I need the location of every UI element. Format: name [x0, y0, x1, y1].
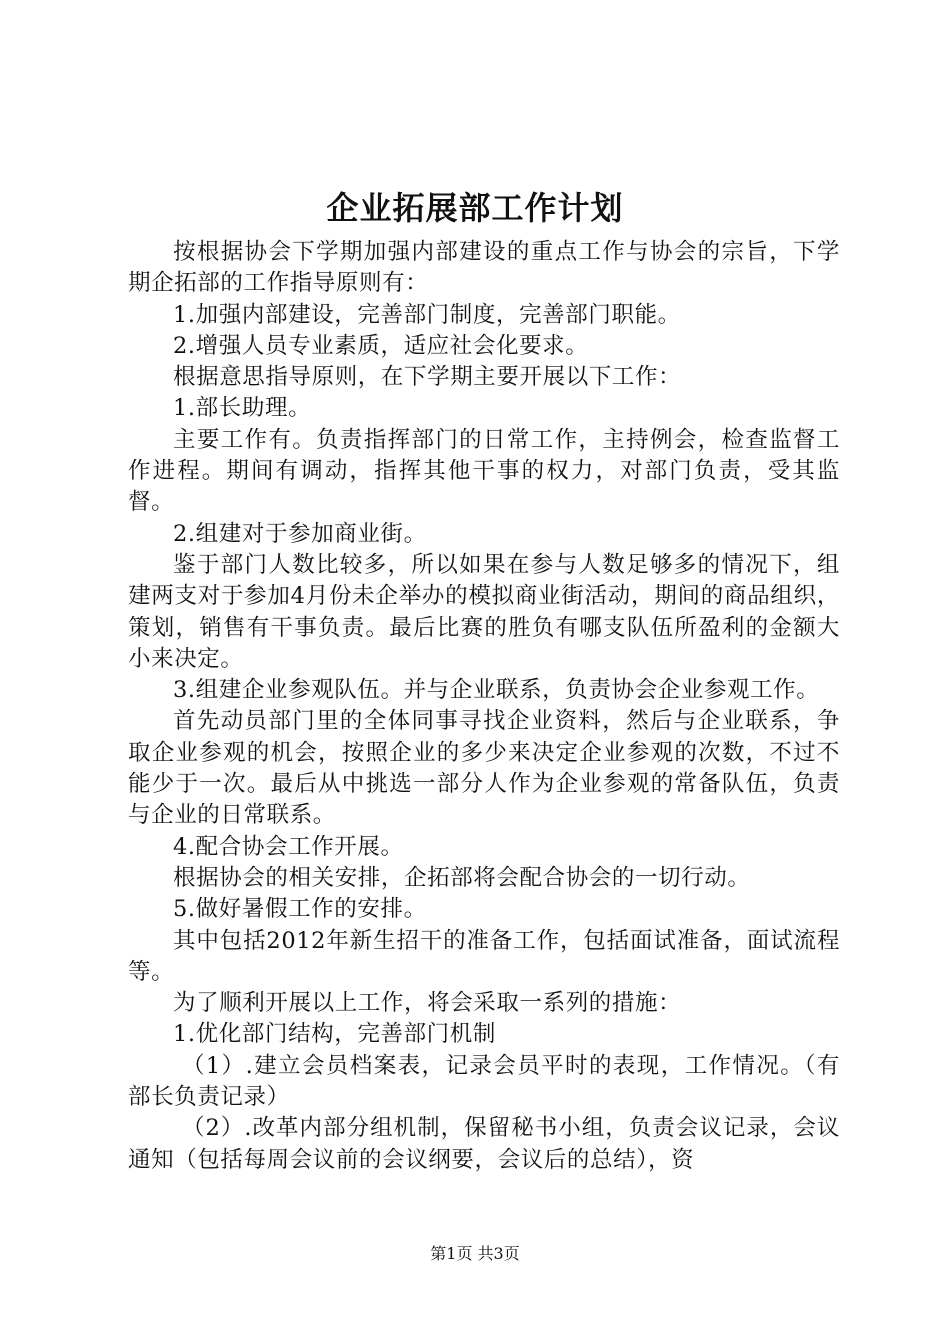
- paragraph: 其中包括2012年新生招干的准备工作，包括面试准备，面试流程等。: [128, 927, 840, 985]
- paragraph: 按根据协会下学期加强内部建设的重点工作与协会的宗旨，下学期企拓部的工作指导原则有：: [128, 239, 840, 297]
- paragraph: 1.优化部门结构，完善部门机制: [173, 1021, 496, 1048]
- paragraph: 2.增强人员专业素质，适应社会化要求。: [173, 332, 589, 359]
- paragraph: 4.配合协会工作开展。: [173, 833, 404, 860]
- paragraph: （2）.改革内部分组机制，保留秘书小组，负责会议记录，会议通知（包括每周会议前的会议纲要，会议后的总结），资: [128, 1115, 840, 1173]
- paragraph: （1）.建立会员档案表，记录会员平时的表现，工作情况。（有部长负责记录）: [128, 1052, 840, 1111]
- paragraph: 3.组建企业参观队伍。并与企业联系，负责协会企业参观工作。: [173, 677, 820, 704]
- paragraph: 5.做好暑假工作的安排。: [173, 896, 427, 923]
- paragraph: 主要工作有。负责指挥部门的日常工作，主持例会，检查监督工作进程。期间有调动，指挥其他干事的权力，对部门负责，受其监督。: [128, 426, 840, 516]
- paragraph: 鉴于部门人数比较多，所以如果在参与人数足够多的情况下，组建两支对于参加4月份未企举办的模拟商业街活动，期间的商品组织，策划，销售有干事负责。最后比赛的胜负有哪支队伍所盈利的金额大小来决定。: [128, 551, 840, 672]
- page-number-footer: 第1页 共3页: [430, 1244, 520, 1263]
- paragraph: 为了顺利开展以上工作，将会采取一系列的措施：: [173, 990, 682, 1017]
- paragraph: 2.组建对于参加商业街。: [173, 520, 427, 547]
- document-body: [128, 237, 840, 1176]
- paragraph: 根据意思指导原则，在下学期主要开展以下工作：: [173, 364, 682, 391]
- paragraph: 首先动员部门里的全体同事寻找企业资料，然后与企业联系，争取企业参观的机会，按照企业的多少来决定企业参观的次数，不过不能少于一次。最后从中挑选一部分人作为企业参观的常备队伍，负责与企业的日常联系。: [128, 708, 840, 829]
- document-title: 企业拓展部工作计划: [326, 189, 624, 227]
- paragraph: 1.部长助理。: [173, 395, 312, 422]
- paragraph: 1.加强内部建设，完善部门制度，完善部门职能。: [173, 301, 681, 328]
- paragraph: 根据协会的相关安排，企拓部将会配合协会的一切行动。: [173, 864, 751, 891]
